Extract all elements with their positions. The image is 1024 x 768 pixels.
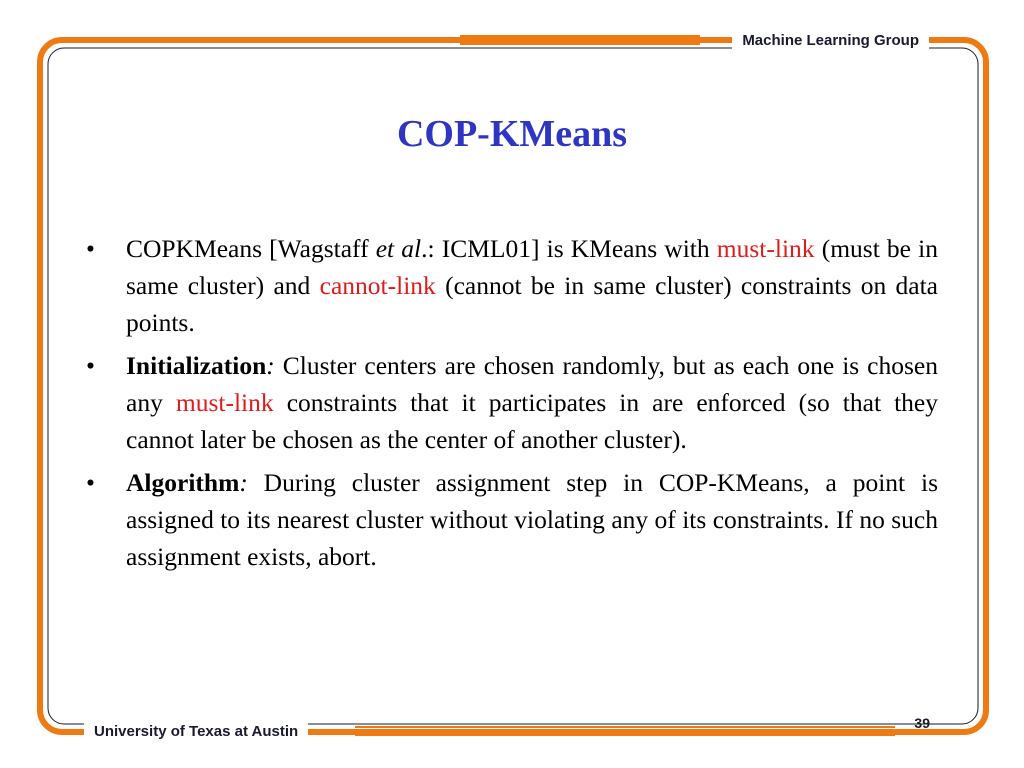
cannot-link-term: cannot-link (319, 271, 436, 300)
page-number: 39 (914, 715, 930, 731)
text: (cannot be in same cluster) constraints on data points. (126, 271, 938, 337)
colon: : (266, 351, 275, 380)
initialization-label: Initialization (126, 351, 267, 380)
bullet-copkmeans (86, 230, 938, 341)
text: .: ICML01] is KMeans with (421, 234, 717, 263)
text: COPKMeans [Wagstaff (126, 234, 376, 263)
bullet-marker: • (86, 234, 95, 263)
footer-university: University of Texas at Austin (84, 723, 308, 740)
text: (must be in same cluster) and (126, 234, 938, 300)
text: During cluster assignment step in COP-KMeans, a point is assigned to its nearest cluster without violating any of its constraints. If no such assignment exists, abort. (126, 468, 938, 571)
text: constraints that it participates in are enforced (so that they cannot later be chosen as the center of another cluster). (126, 388, 938, 454)
bullet-marker: • (86, 468, 95, 497)
bullet-marker: • (86, 351, 95, 380)
algorithm-label: Algorithm (126, 468, 240, 497)
slide-title: COP-KMeans (396, 113, 628, 155)
et-al: et al (375, 234, 422, 263)
text: Cluster centers are chosen randomly, but as each one is chosen any (126, 351, 938, 417)
bullet-initialization (86, 347, 938, 458)
bullet-algorithm (86, 464, 938, 575)
must-link-term: must-link (716, 234, 815, 263)
header-group-name: Machine Learning Group (732, 32, 929, 49)
colon: : (239, 468, 248, 497)
must-link-term: must-link (175, 388, 274, 417)
bullet-list (86, 230, 938, 581)
